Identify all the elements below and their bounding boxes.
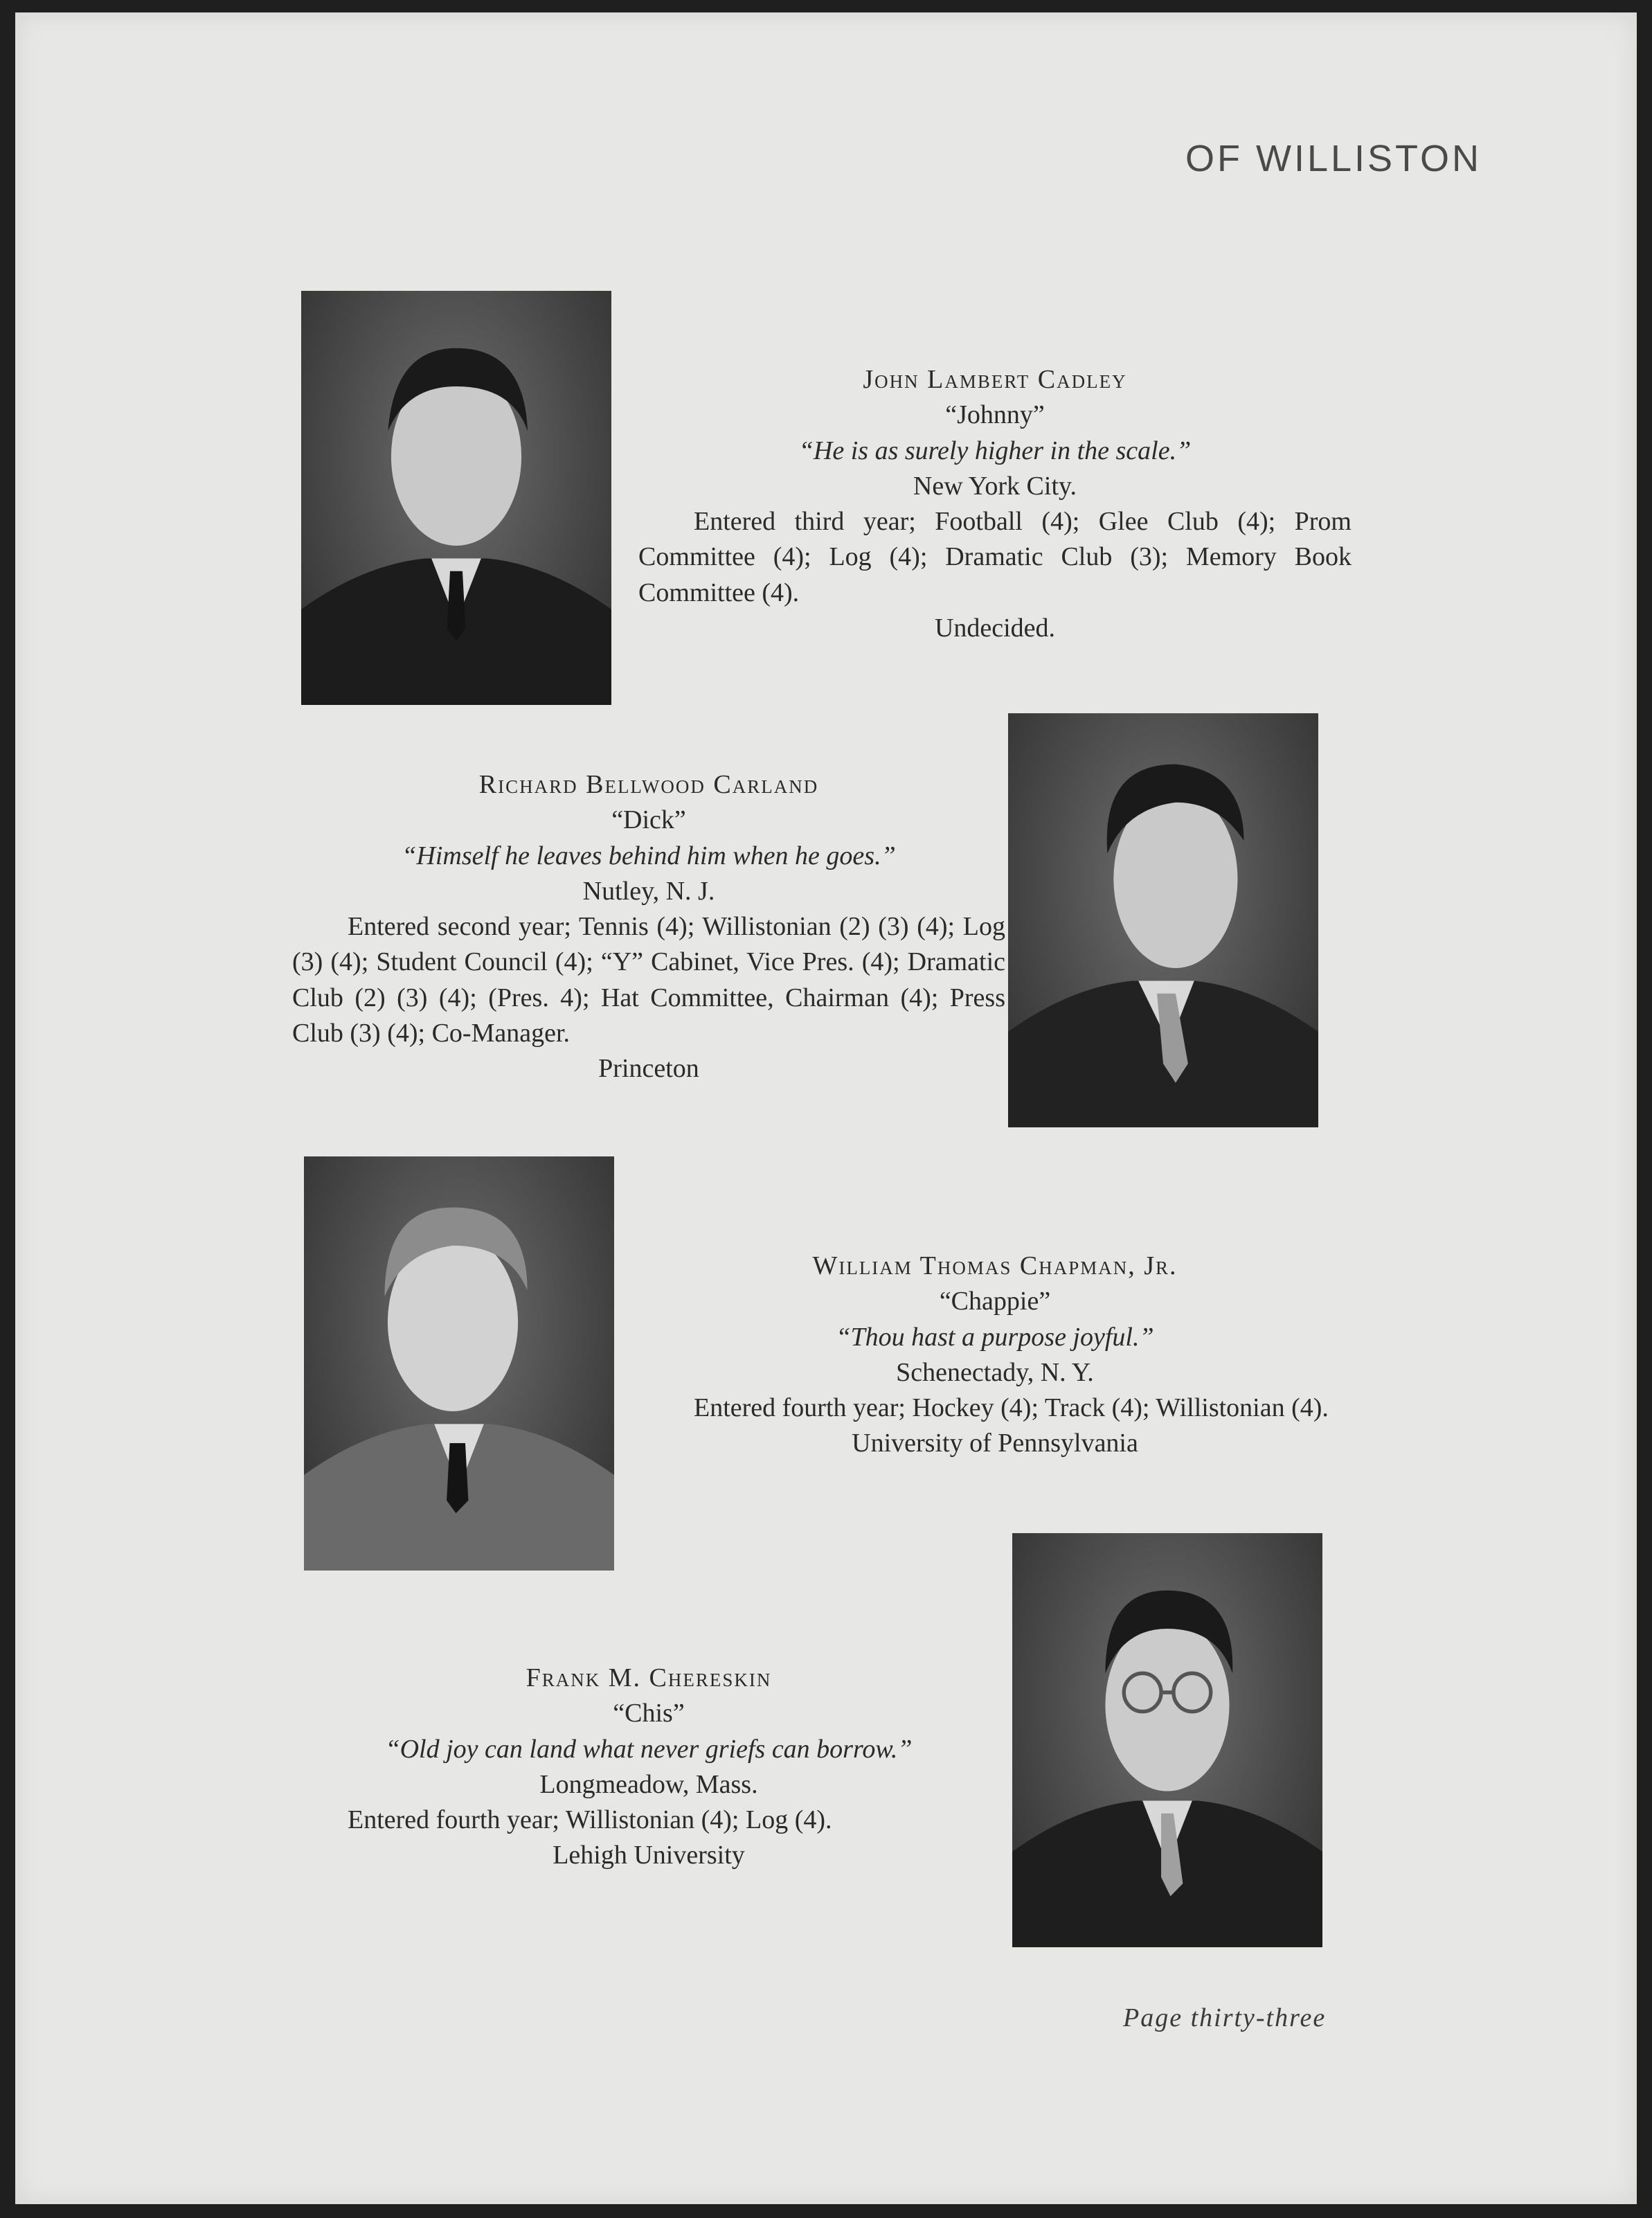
yearbook-page — [15, 12, 1637, 2204]
student-nickname: “Chappie” — [939, 1287, 1051, 1316]
student-quote: “Thou hast a purpose joyful.” — [836, 1322, 1154, 1352]
student-nickname: “Dick” — [611, 805, 686, 835]
student-hometown: Nutley, N. J. — [582, 876, 715, 906]
portrait-photo-cadley — [301, 291, 611, 705]
student-quote: “Old joy can land what never griefs can borrow.” — [385, 1734, 913, 1764]
portrait-photo-chapman — [304, 1156, 614, 1571]
student-record: Entered third year; Football (4); Glee Club (4); Prom Committee (4); Log (4); Dramatic Club (3); Memory Book Committee (4). — [638, 507, 1352, 607]
portrait-photo-chereskin — [1012, 1533, 1322, 1947]
student-name: William Thomas Chapman, Jr. — [812, 1251, 1178, 1280]
student-quote: “He is as surely higher in the scale.” — [798, 436, 1192, 465]
entry-chereskin — [292, 1661, 1005, 1874]
student-name: Frank M. Chereskin — [526, 1663, 772, 1692]
entry-chapman — [638, 1249, 1352, 1462]
portrait-photo-carland — [1008, 713, 1318, 1127]
student-college: Undecided. — [934, 614, 1056, 643]
student-hometown: Schenectady, N. Y. — [896, 1357, 1094, 1387]
entry-carland — [292, 767, 1005, 1087]
student-college: University of Pennsylvania — [852, 1429, 1138, 1458]
page-header: OF WILLISTON — [1185, 138, 1482, 179]
student-hometown: Longmeadow, Mass. — [539, 1769, 758, 1799]
entry-cadley — [638, 362, 1352, 646]
student-hometown: New York City. — [913, 471, 1077, 501]
student-record: Entered fourth year; Hockey (4); Track (4); Willistonian (4). — [694, 1393, 1329, 1423]
student-record: Entered fourth year; Willistonian (4); Log (4). — [348, 1805, 832, 1835]
student-name: John Lambert Cadley — [863, 365, 1127, 394]
student-record: Entered second year; Tennis (4); Willistonian (2) (3) (4); Log (3) (4); Student Council (4); “Y” Cabinet, Vice Pres. (4); Dramatic Club (2) (3) (4); (Pres. 4); Hat Committee, Chairman (4); Press Club (3) (4); Co-Manager. — [292, 912, 1005, 1048]
student-nickname: “Johnny” — [945, 400, 1045, 430]
page-number: Page thirty-three — [1123, 2003, 1327, 2032]
student-college: Princeton — [598, 1054, 699, 1084]
student-quote: “Himself he leaves behind him when he goes.” — [402, 841, 896, 870]
student-college: Lehigh University — [553, 1841, 745, 1870]
student-name: Richard Bellwood Carland — [478, 770, 819, 799]
student-nickname: “Chis” — [613, 1699, 685, 1728]
